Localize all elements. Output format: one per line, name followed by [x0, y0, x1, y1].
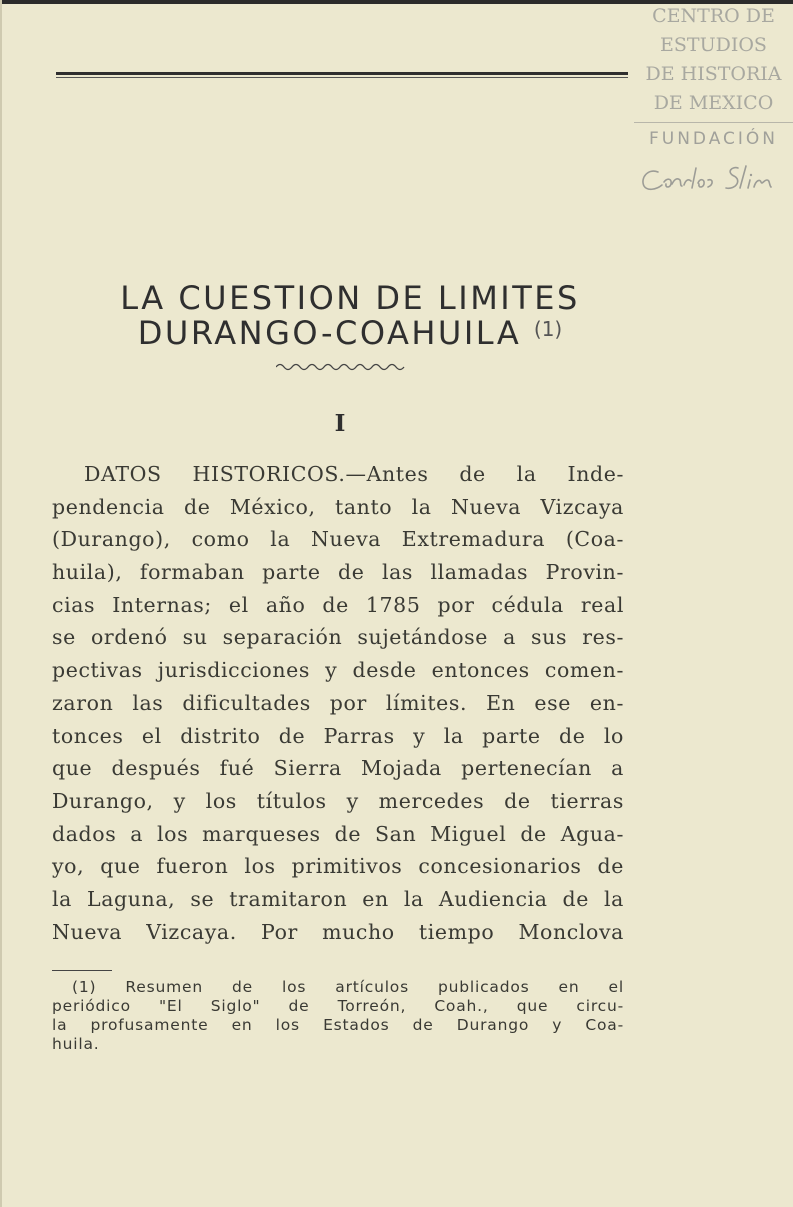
body-line: DATOS HISTORICOS.—Antes de la Inde- — [84, 462, 624, 486]
header-rule-thin — [56, 77, 628, 78]
body-line: yo, que fueron los primitivos concesionarios de — [52, 854, 624, 879]
body-line: pendencia de México, tanto la Nueva Vizcaya — [52, 494, 624, 519]
archive-watermark — [634, 0, 793, 200]
footnote-line: (1) Resumen de los artículos publicados en el — [72, 978, 624, 996]
body-paragraph — [52, 458, 624, 948]
footnote-reference: (1) — [533, 317, 563, 341]
body-line: dados a los marqueses de San Miguel de Agua- — [52, 821, 624, 846]
body-line: pectivas jurisdicciones y desde entonces comen- — [52, 658, 624, 683]
watermark-line: DE MEXICO — [653, 92, 774, 114]
footnote-line: periódico "El Siglo" de Torreón, Coah., que circu- — [52, 997, 624, 1015]
body-line: (Durango), como la Nueva Extremadura (Coa- — [52, 527, 624, 552]
watermark-divider — [634, 122, 793, 123]
footnote-line: la profusamente en los Estados de Durango y Coa- — [52, 1016, 624, 1034]
body-line: zaron las dificultades por límites. En ese en- — [52, 690, 624, 715]
header-rule — [56, 72, 628, 75]
section-number: I — [334, 410, 346, 437]
body-line: Nueva Vizcaya. Por mucho tiempo Monclova — [52, 919, 624, 944]
ornament-divider — [276, 361, 406, 373]
body-line: cias Internas; el año de 1785 por cédula real — [52, 592, 624, 617]
body-line: que después fué Sierra Mojada pertenecían a — [52, 756, 624, 781]
body-line: huila), formaban parte de las llamadas Provin- — [52, 560, 624, 585]
title-line-1: LA CUESTION DE LIMITES — [120, 279, 580, 317]
footnote — [52, 978, 624, 1054]
watermark-line: DE HISTORIA — [645, 63, 782, 85]
signature-logo — [634, 158, 793, 198]
body-line: Durango, y los títulos y mercedes de tierras — [52, 788, 624, 813]
footnote-line: huila. — [52, 1035, 100, 1053]
watermark-line: CENTRO DE — [652, 5, 775, 27]
body-line: tonces el distrito de Parras y la parte de lo — [52, 723, 624, 748]
watermark-foundation: FUNDACIÓN — [648, 129, 779, 149]
title-line-2 — [40, 314, 660, 352]
body-line: la Laguna, se tramitaron en la Audiencia de la — [52, 886, 624, 911]
title-line-2-text: DURANGO-COAHUILA — [137, 314, 522, 352]
page-left-edge — [0, 0, 2, 1207]
footnote-rule — [52, 970, 112, 971]
body-line: se ordenó su separación sujetándose a sus res- — [52, 625, 624, 650]
watermark-line: ESTUDIOS — [660, 34, 767, 56]
